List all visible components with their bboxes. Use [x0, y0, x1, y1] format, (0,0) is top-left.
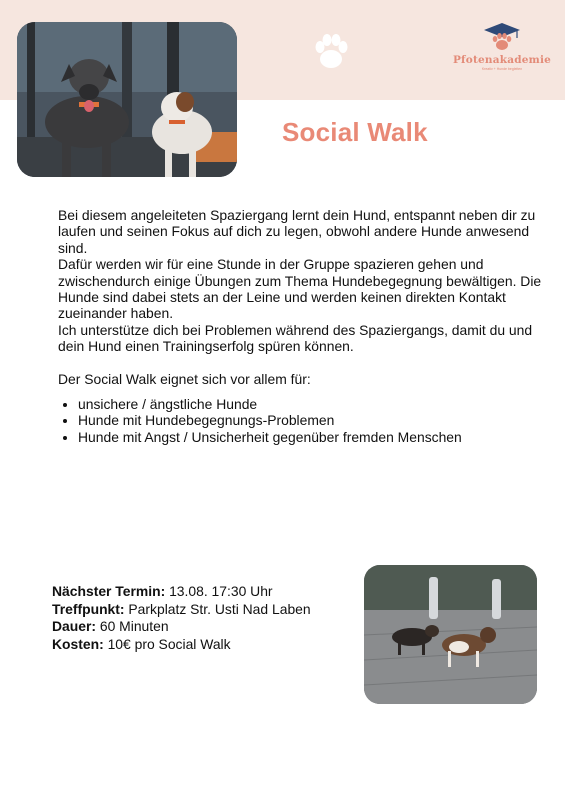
next-date-label: Nächster Termin: [52, 583, 166, 599]
list-item: • unsichere / ängstliche Hunde [78, 396, 543, 412]
cost-label: Kosten: [52, 635, 104, 652]
description [58, 207, 543, 445]
meeting-point-value: Parkplatz Str. Usti Nad Laben [128, 600, 311, 617]
logo-name: Pfotenakademie [452, 54, 552, 66]
page-title: Social Walk [282, 117, 428, 147]
cost-value: 10€ pro Social Walk [107, 635, 231, 652]
pfotenakademie-logo [446, 22, 558, 82]
duration-label: Dauer: [52, 618, 96, 634]
meeting-point-row [52, 601, 352, 619]
list-item: • Hunde mit Hundebegegnungs-Problemen [78, 412, 543, 428]
duration-row [52, 618, 352, 636]
duration-value: 60 Minuten [99, 618, 169, 634]
event-details [52, 583, 352, 653]
meeting-point-label: Treffpunkt: [52, 600, 125, 617]
exercises-paragraph: Dafür werden wir für eine Stunde in der Gruppe spazieren gehen und zwischendurch einige Übungen zum Thema Hundebegegnung bewältigen. Die Hunde sind dabei stets an der Leine und werden keinen direkten Kontakt zueinander haben. [58, 256, 542, 322]
paw-icon [309, 30, 353, 74]
next-date-row [52, 583, 352, 601]
next-date-value: 13.08. 17:30 Uhr [169, 583, 273, 599]
graduation-cap-paw-logo [482, 22, 522, 52]
suited-intro: Der Social Walk eignet sich vor allem für: [58, 370, 311, 387]
dogs-photo-bottom [364, 565, 537, 704]
suited-for-list [58, 396, 543, 445]
dogs-photo-top [17, 22, 237, 177]
logo-tagline: Kreativ + Hunde begleiten [481, 67, 523, 71]
support-paragraph: Ich unterstütze dich bei Problemen während des Spaziergangs, damit du und dein Hund einen Trainingserfolg spüren können. [58, 321, 533, 355]
list-item: • Hunde mit Angst / Unsicherheit gegenüber fremden Menschen [78, 429, 543, 445]
cost-row [52, 636, 352, 654]
intro-paragraph: Bei diesem angeleiteten Spaziergang lernt dein Hund, entspannt neben dir zu laufen und seinen Fokus auf dich zu legen, obwohl andere Hunde anwesend sind. [58, 207, 536, 256]
